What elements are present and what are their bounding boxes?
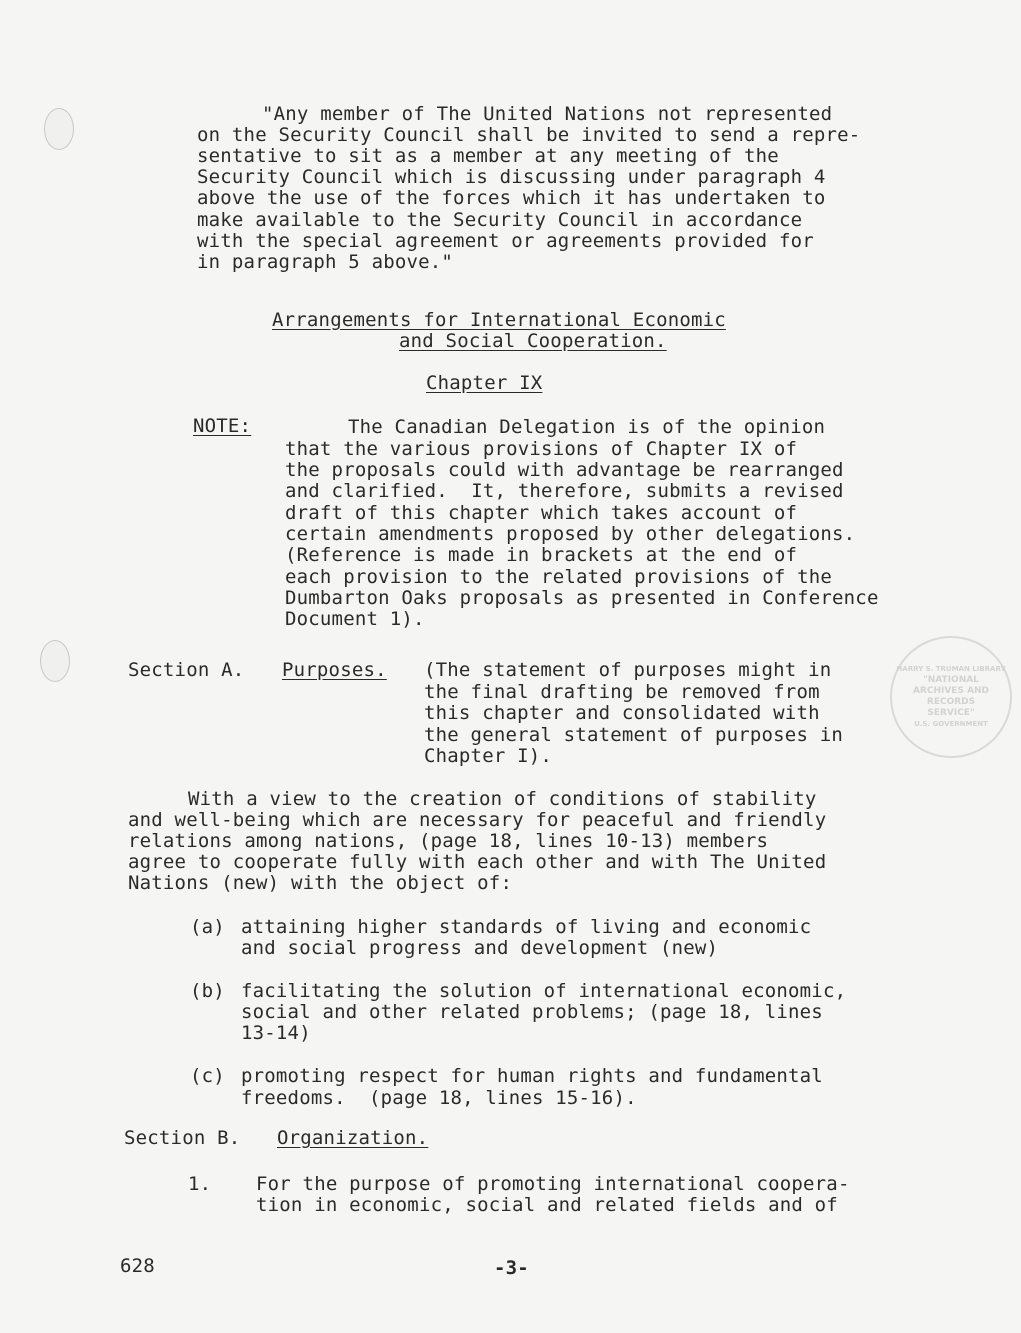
section-b-line: For the purpose of promoting international coopera-	[256, 1173, 850, 1195]
quote-line: with the special agreement or agreements provided for	[197, 230, 814, 252]
document-number: 628	[120, 1255, 155, 1277]
item-line: and social progress and development (new)	[241, 937, 719, 959]
heading-line-1: Arrangements for International Economic	[272, 309, 726, 331]
item-line: social and other related problems; (page 18, lines	[241, 1001, 823, 1023]
item-line: attaining higher standards of living and economic	[241, 916, 812, 938]
stamp-line: RECORDS	[926, 697, 976, 707]
section-a-title: Purposes.	[282, 659, 387, 681]
stamp-line: HARRY S. TRUMAN LIBRARY	[896, 665, 1006, 673]
body-line: With a view to the creation of conditions of stability	[188, 788, 817, 810]
body-line: relations among nations, (page 18, lines 10-13) members	[128, 830, 769, 852]
quote-line: sentative to sit as a member at any meeting of the	[197, 145, 779, 167]
quote-line: on the Security Council shall be invited to send a repre-	[197, 124, 861, 146]
quote-line: make available to the Security Council in accordance	[197, 209, 803, 231]
section-b-title: Organization.	[277, 1127, 429, 1149]
section-a-label: Section A.	[128, 659, 245, 681]
punch-hole	[44, 108, 74, 150]
item-line: 13-14)	[241, 1022, 311, 1044]
note-line: The Canadian Delegation is of the opinion	[348, 416, 826, 438]
note-label: NOTE:	[193, 415, 252, 437]
stamp-line: "NATIONAL	[923, 675, 979, 685]
archive-stamp	[890, 636, 1012, 758]
page-number: -3-	[494, 1257, 529, 1279]
item-line: facilitating the solution of international economic,	[241, 980, 847, 1002]
note-line: Document 1).	[285, 608, 425, 630]
punch-hole	[40, 640, 70, 682]
note-line: the proposals could with advantage be rearranged	[285, 459, 844, 481]
section-b-label: Section B.	[124, 1127, 241, 1149]
chapter-heading: Chapter IX	[426, 372, 543, 394]
quote-line: above the use of the forces which it has undertaken to	[197, 187, 826, 209]
section-a-note: Chapter I).	[424, 745, 553, 767]
note-line: each provision to the related provisions of the	[285, 566, 833, 588]
note-line: (Reference is made in brackets at the end of	[285, 544, 798, 566]
stamp-line: U.S. GOVERNMENT	[914, 720, 988, 728]
note-line: that the various provisions of Chapter IX of	[285, 438, 798, 460]
section-b-line: tion in economic, social and related fields and of	[256, 1194, 838, 1216]
note-line: Dumbarton Oaks proposals as presented in Conference	[285, 587, 879, 609]
body-line: Nations (new) with the object of:	[128, 872, 513, 894]
body-line: and well-being which are necessary for peaceful and friendly	[128, 809, 827, 831]
section-a-note: (The statement of purposes might in	[424, 659, 832, 681]
stamp-line: ARCHIVES AND	[912, 686, 990, 696]
item-marker: (c)	[190, 1065, 225, 1087]
heading-line-2: and Social Cooperation.	[399, 330, 667, 352]
quote-line: "Any member of The United Nations not represented	[262, 103, 833, 125]
section-a-note: the general statement of purposes in	[424, 724, 844, 746]
item-line: freedoms. (page 18, lines 15-16).	[241, 1087, 637, 1109]
section-b-item-number: 1.	[188, 1173, 212, 1195]
body-line: agree to cooperate fully with each other and with The United	[128, 851, 827, 873]
quote-line: in paragraph 5 above."	[197, 251, 454, 273]
quote-line: Security Council which is discussing under paragraph 4	[197, 166, 826, 188]
note-line: draft of this chapter which takes account of	[285, 502, 798, 524]
note-line: certain amendments proposed by other delegations.	[285, 523, 856, 545]
section-a-note: this chapter and consolidated with	[424, 702, 820, 724]
item-line: promoting respect for human rights and fundamental	[241, 1065, 823, 1087]
stamp-line: SERVICE"	[927, 708, 975, 718]
item-marker: (b)	[190, 980, 225, 1002]
note-line: and clarified. It, therefore, submits a revised	[285, 480, 844, 502]
section-a-note: the final drafting be removed from	[424, 681, 820, 703]
item-marker: (a)	[190, 916, 225, 938]
